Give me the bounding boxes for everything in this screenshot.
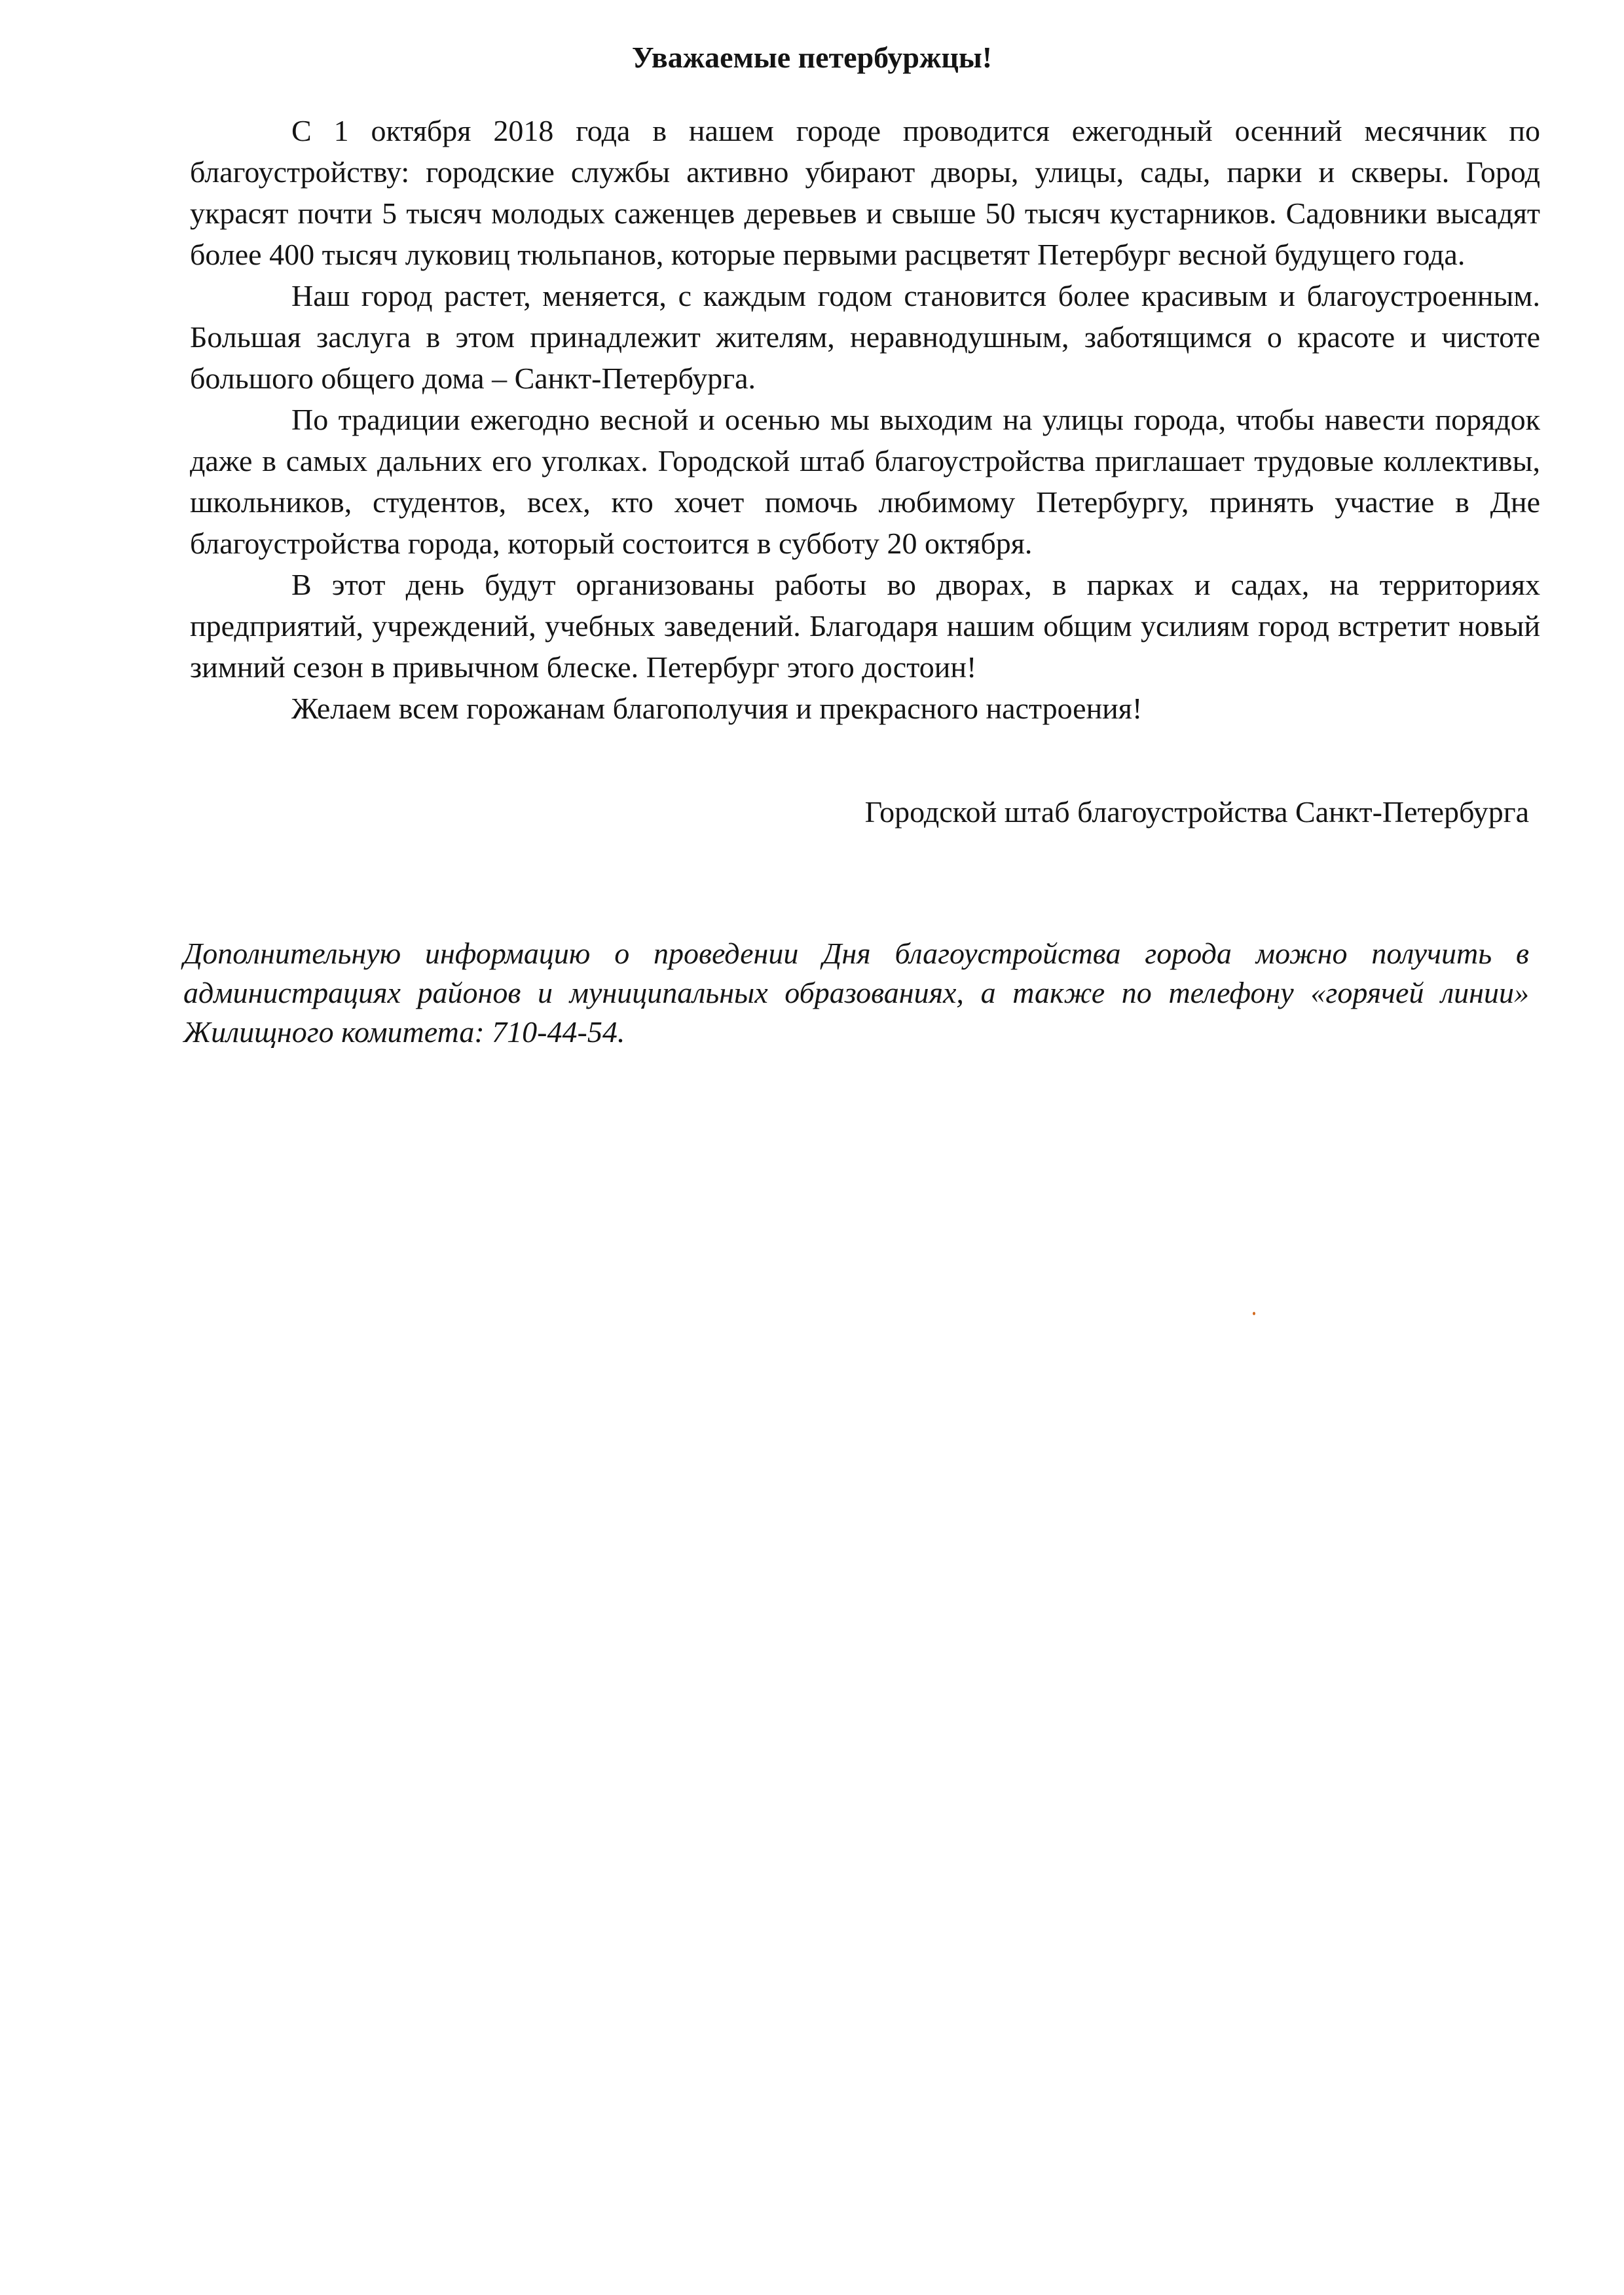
contact-note: Дополнительную информацию о проведении Дня благоустройства города можно получить в администрациях районов и муниципальных образованиях, а также по телефону «горячей линии» Жилищного комитета: 710-44-54. bbox=[183, 937, 1529, 1049]
paragraph-4: В этот день будут организованы работы во дворах, в парках и садах, на территориях предприятий, учреждений, учебных заведений. Благодаря нашим общим усилиям город встретит новый зимний сезон в привычном блеске. Петербург этого достоин! bbox=[190, 568, 1540, 684]
paragraph-1: С 1 октября 2018 года в нашем городе проводится ежегодный осенний месячник по благоустройству: городские службы активно убирают дворы, улицы, сады, парки и скверы. Город украсят почти 5 тысяч молодых саженцев деревьев и свыше 50 тысяч кустарников. Садовники высадят более 400 тысяч луковиц тюльпанов, которые первыми расцветят Петербург весной будущего года. bbox=[190, 114, 1540, 271]
paragraph-3: По традиции ежегодно весной и осенью мы выходим на улицы города, чтобы навести порядок даже в самых дальних его уголках. Городской штаб благоустройства приглашает трудовые коллективы, школьников, студентов, всех, кто хочет помочь любимому Петербургу, принять участие в Дне благоустройства города, который состоится в субботу 20 октября. bbox=[190, 403, 1540, 560]
document-title: Уважаемые петербуржцы! bbox=[631, 41, 993, 74]
document-body bbox=[190, 110, 1540, 729]
paragraph-5: Желаем всем горожанам благополучия и прекрасного настроения! bbox=[291, 692, 1143, 725]
paragraph-2: Наш город растет, меняется, с каждым годом становится более красивым и благоустроенным. Большая заслуга в этом принадлежит жителям, неравнодушным, заботящимся о красоте и чистоте большого общего дома – Санкт-Петербурга. bbox=[190, 279, 1540, 395]
signature: Городской штаб благоустройства Санкт-Петербурга bbox=[864, 795, 1529, 829]
scan-speck bbox=[1253, 1312, 1255, 1315]
